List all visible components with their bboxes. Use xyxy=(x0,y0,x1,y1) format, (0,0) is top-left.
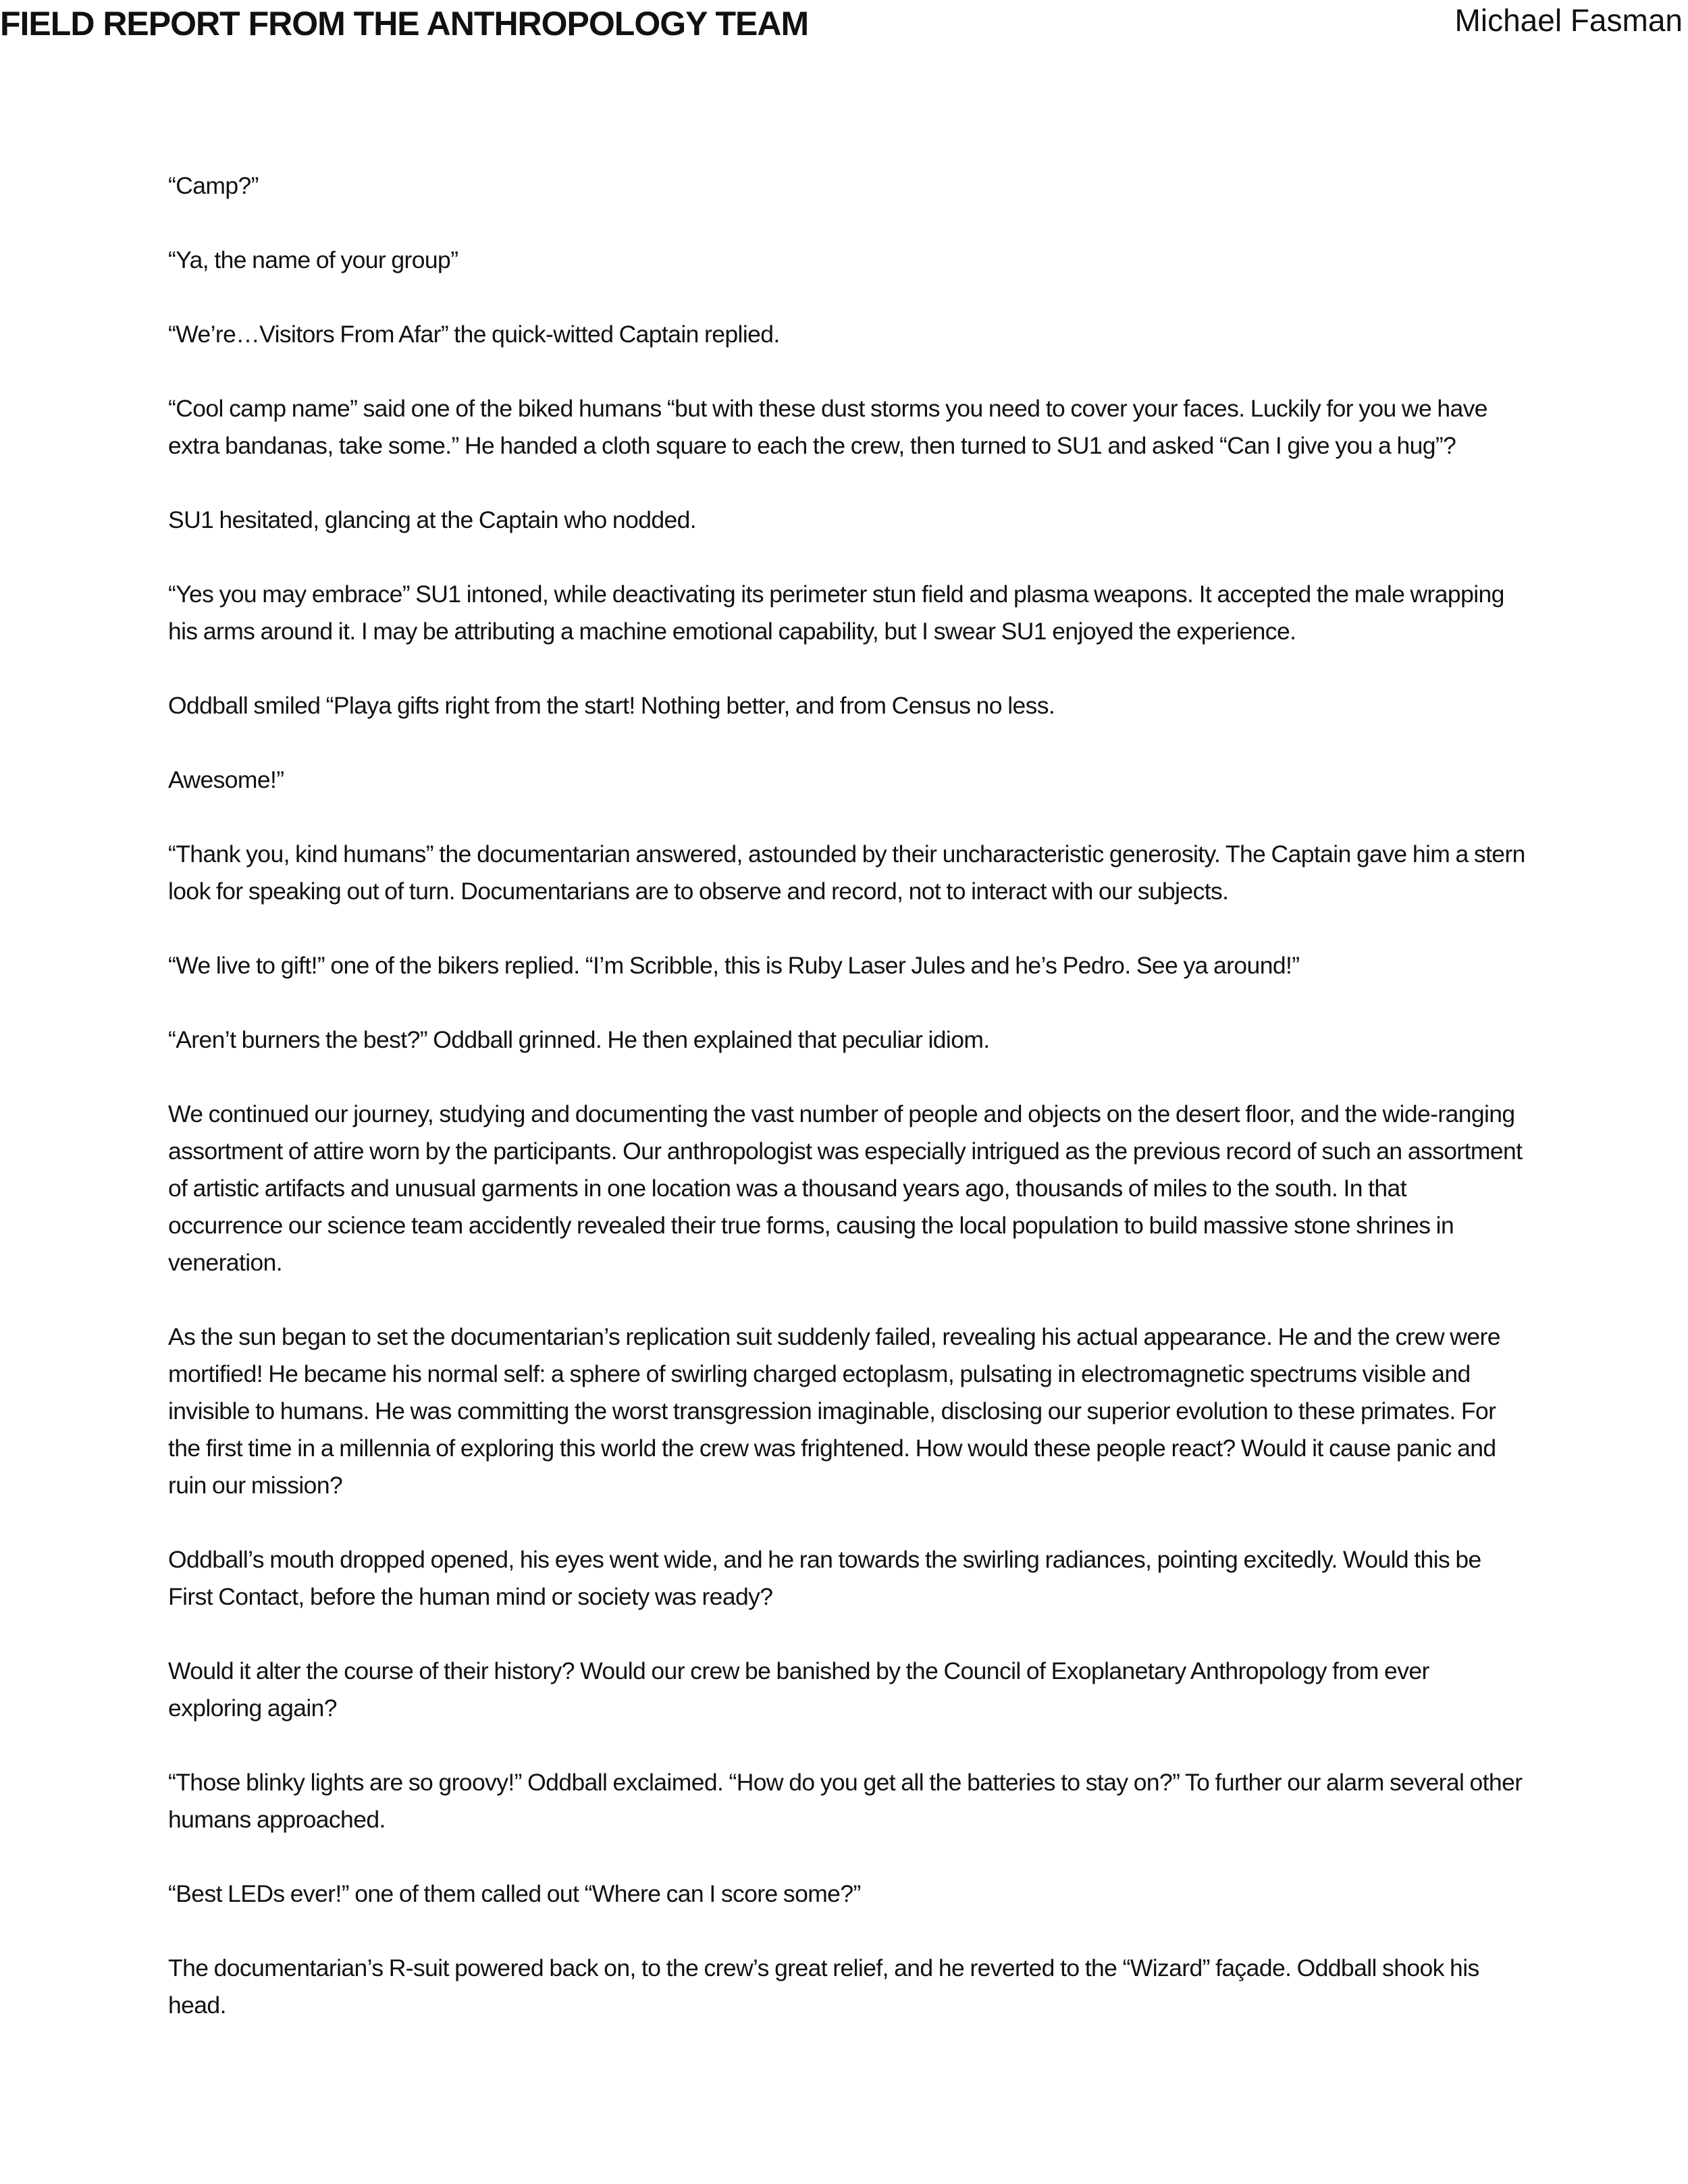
story-paragraph: “Yes you may embrace” SU1 intoned, while deactivating its perimeter stun field and plasma weapons. It accepted the male wrapping his arms around it. I may be attributing a machine emotional capability, but I swear SU1 enjoyed the experience. xyxy=(168,581,1504,645)
story-body xyxy=(168,167,1525,2024)
story-paragraph: Would it alter the course of their history? Would our crew be banished by the Council of Exoplanetary Anthropology from ever exploring again? xyxy=(168,1657,1429,1722)
story-paragraph: As the sun began to set the documentarian’s replication suit suddenly failed, revealing his actual appearance. He and the crew were mortified! He became his normal self: a sphere of swirling charged ectoplasm, pulsating in electromagnetic spectrums visible and invisible to humans. He was committing the worst transgression imaginable, disclosing our superior evolution to these primates. For the first time in a millennia of exploring this world the crew was frightened. How would these people react? Would it cause panic and ruin our mission? xyxy=(168,1323,1500,1499)
story-paragraph: SU1 hesitated, glancing at the Captain who nodded. xyxy=(168,506,697,533)
report-title: FIELD REPORT FROM THE ANTHROPOLOGY TEAM xyxy=(0,5,809,43)
author-name: Michael Fasman xyxy=(1454,3,1683,38)
story-paragraph: “Thank you, kind humans” the documentarian answered, astounded by their uncharacteristic generosity. The Captain gave him a stern look for speaking out of turn. Documentarians are to observe and record, not to interact with our subjects. xyxy=(168,841,1525,905)
story-paragraph: “Camp?” xyxy=(168,172,259,199)
story-paragraph: “We’re…Visitors From Afar” the quick-witted Captain replied. xyxy=(168,321,780,348)
story-paragraph: “Those blinky lights are so groovy!” Oddball exclaimed. “How do you get all the batteries to stay on?” To further our alarm several other humans approached. xyxy=(168,1769,1523,1833)
story-paragraph: Awesome!” xyxy=(168,766,284,793)
story-paragraph: The documentarian’s R-suit powered back on, to the crew’s great relief, and he reverted to the “Wizard” façade. Oddball shook his head. xyxy=(168,1954,1479,2019)
story-paragraph: “Ya, the name of your group” xyxy=(168,246,458,273)
story-paragraph: “We live to gift!” one of the bikers replied. “I’m Scribble, this is Ruby Laser Jules and he’s Pedro. See ya around!” xyxy=(168,952,1300,979)
story-paragraph: We continued our journey, studying and documenting the vast number of people and objects on the desert floor, and the wide-ranging assortment of attire worn by the participants. Our anthropologist was especially intrigued as the previous record of such an assortment of artistic artifacts and unusual garments in one location was a thousand years ago, thousands of miles to the south. In that occurrence our science team accidently revealed their true forms, causing the local population to build massive stone shrines in veneration. xyxy=(168,1100,1523,1276)
story-paragraph: Oddball’s mouth dropped opened, his eyes went wide, and he ran towards the swirling radiances, pointing excitedly. Would this be First Contact, before the human mind or society was ready? xyxy=(168,1546,1481,1610)
story-paragraph: “Best LEDs ever!” one of them called out “Where can I score some?” xyxy=(168,1880,861,1907)
page-header xyxy=(0,0,1688,54)
story-paragraph: “Aren’t burners the best?” Oddball grinned. He then explained that peculiar idiom. xyxy=(168,1026,990,1053)
story-paragraph: “Cool camp name” said one of the biked humans “but with these dust storms you need to cover your faces. Luckily for you we have extra bandanas, take some.” He handed a cloth square to each the crew, then turned to SU1 and asked “Can I give you a hug”? xyxy=(168,395,1487,459)
story-paragraph: Oddball smiled “Playa gifts right from the start! Nothing better, and from Census no less. xyxy=(168,692,1055,719)
